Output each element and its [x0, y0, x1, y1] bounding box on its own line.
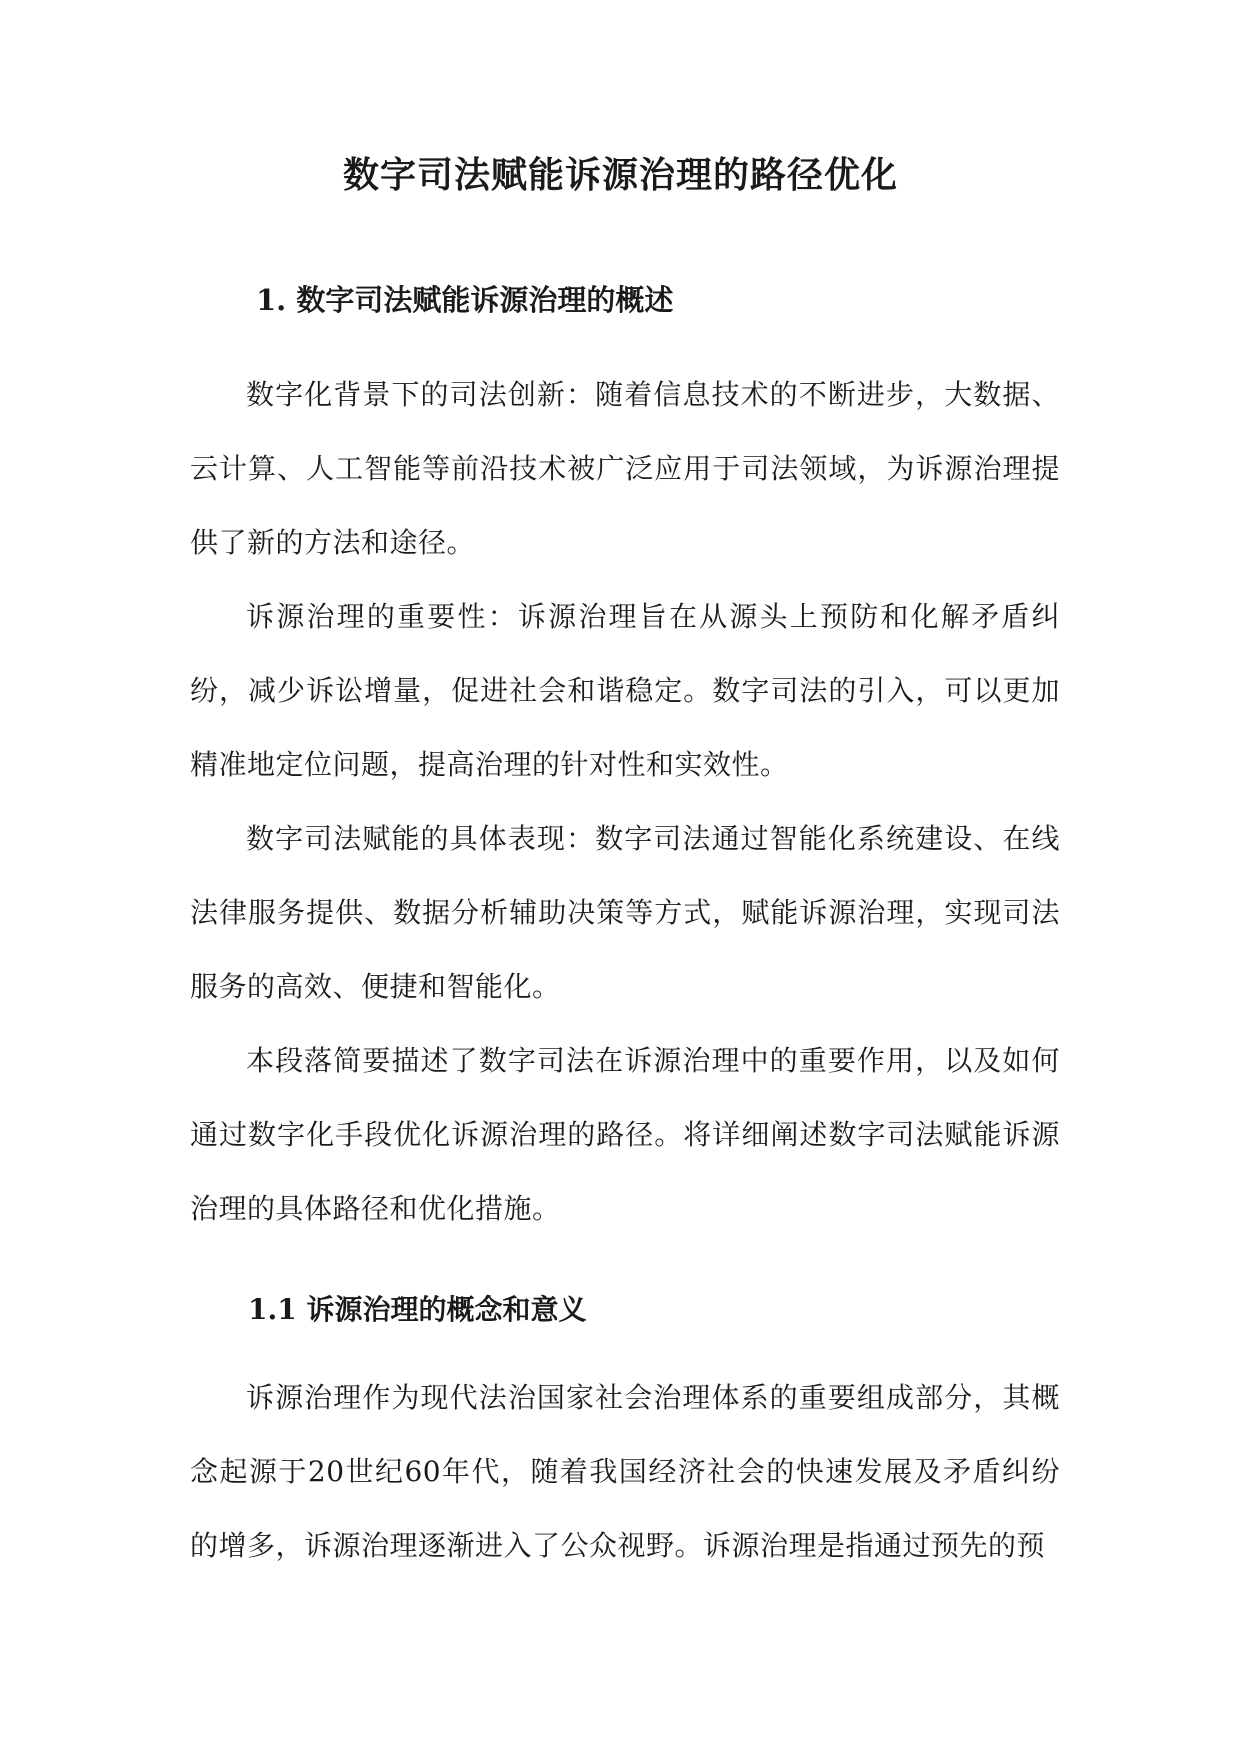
- paragraph-empowerment: 数字司法赋能的具体表现：数字司法通过智能化系统建设、在线法律服务提供、数据分析辅助决策等方式，赋能诉源治理，实现司法服务的高效、便捷和智能化。: [190, 822, 1060, 1003]
- paragraph-digital-innovation: 数字化背景下的司法创新：随着信息技术的不断进步，大数据、云计算、人工智能等前沿技术被广泛应用于司法领域，为诉源治理提供了新的方法和途径。: [190, 378, 1060, 559]
- section-heading-1-1: 1.1 诉源治理的概念和意义: [248, 1293, 587, 1326]
- paragraph-summary: 本段落简要描述了数字司法在诉源治理中的重要作用，以及如何通过数字化手段优化诉源治理的路径。将详细阐述数字司法赋能诉源治理的具体路径和优化措施。: [190, 1044, 1060, 1225]
- paragraph-importance: 诉源治理的重要性：诉源治理旨在从源头上预防和化解矛盾纠纷，减少诉讼增量，促进社会和谐稳定。数字司法的引入，可以更加精准地定位问题，提高治理的针对性和实效性。: [190, 600, 1060, 781]
- paragraph-concept: 诉源治理作为现代法治国家社会治理体系的重要组成部分，其概念起源于20世纪60年代，随着我国经济社会的快速发展及矛盾纠纷的增多，诉源治理逐渐进入了公众视野。诉源治理是指通过预先的预: [190, 1381, 1060, 1562]
- section-heading-1: 1. 数字司法赋能诉源治理的概述: [256, 283, 674, 317]
- document-title: 数字司法赋能诉源治理的路径优化: [342, 154, 898, 196]
